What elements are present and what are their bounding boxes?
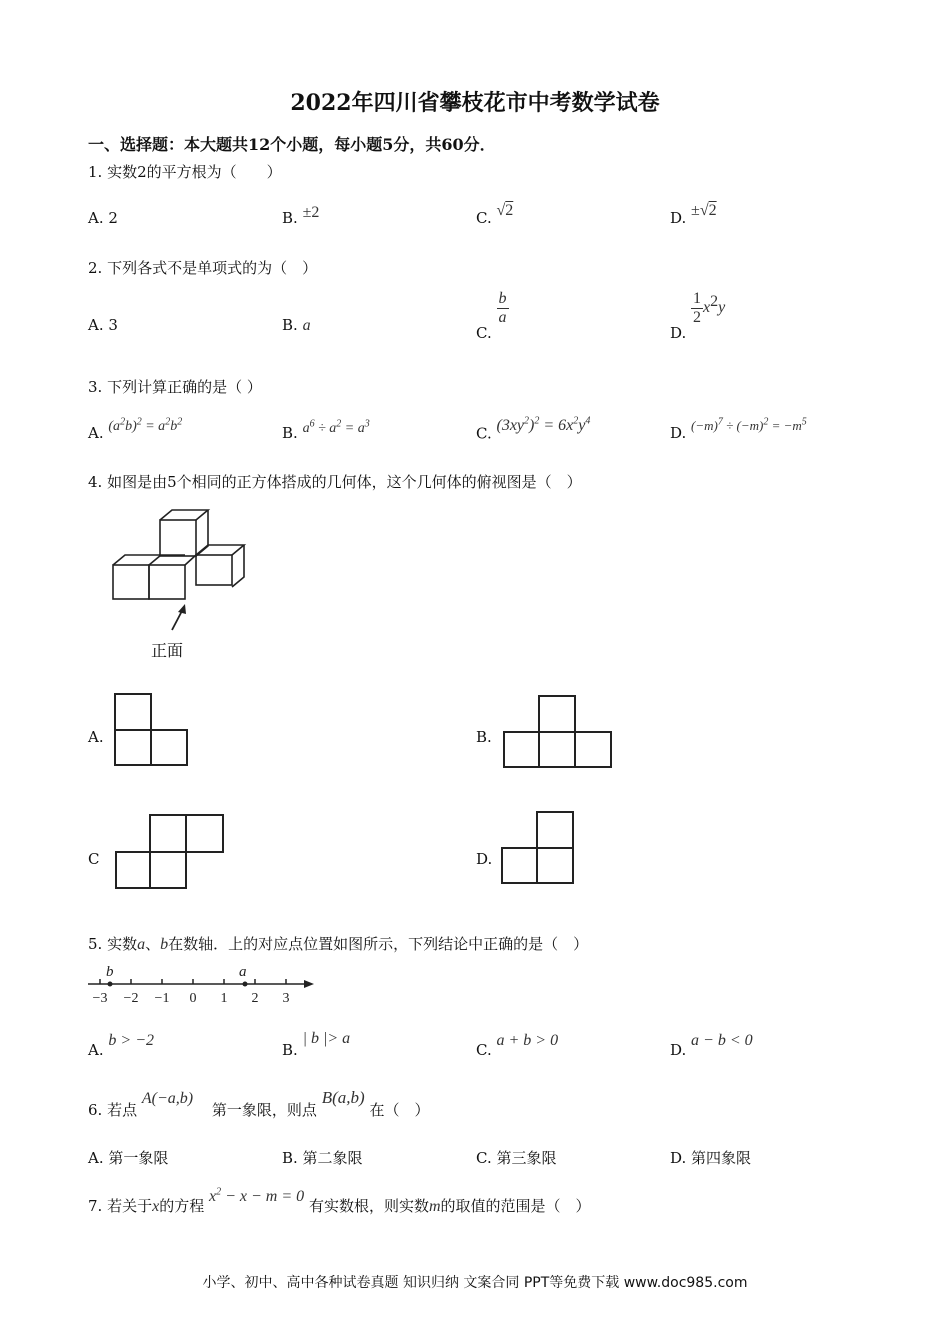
q6-option-d: D. 第四象限 — [670, 1149, 752, 1167]
q3-option-a: A. $(a^2b)^2 = a^2b^2$ — [88, 416, 183, 442]
q5-option-b: B. | b |> a — [282, 1030, 351, 1059]
q5-tick-label: 0 — [189, 991, 197, 1006]
q6-option-b: B. 第二象限 — [282, 1149, 363, 1167]
q5-tick-label: 1 — [220, 991, 228, 1006]
q1-option-d: D. ±√2 — [670, 202, 717, 227]
q7-stem: 7. 若关于x的方程 $x^2 - x - m = 0$ 有实数根，则实数m的取值的范围是（ ） — [88, 1186, 591, 1215]
q4-front-label: 正面 — [151, 641, 184, 660]
q5-tick-label: 2 — [251, 991, 259, 1006]
q5-stem: 5. 实数a、b在数轴．上的对应点位置如图所示，下列结论中正确的是（ ） — [88, 935, 589, 953]
q3-option-c: C. $(3xy^2)^2 = 6x^2y^4$ — [476, 416, 591, 443]
page-footer: 小学、初中、高中各种试卷真题 知识归纳 文案合同 PPT等免费下载 www.doc985.com — [202, 1275, 748, 1291]
q5-tick-label: −2 — [123, 991, 139, 1006]
q2-option-a: A. 3 — [88, 316, 118, 334]
q4-option-a-figure — [113, 692, 193, 772]
q5-number-line — [86, 962, 326, 1006]
q4-option-b-label: B. — [476, 728, 492, 746]
q4-option-d-label: D. — [476, 850, 493, 868]
q1-option-a: A. 2 — [88, 209, 118, 227]
q2-option-c: C. $\frac{b}{a}$ — [476, 290, 507, 343]
q1-stem: 1. 实数2的平方根为（ ） — [88, 163, 282, 181]
q5-tick-label: 3 — [282, 991, 290, 1006]
q2-option-b: B. a — [282, 316, 311, 334]
q1-option-b: B. ±2 — [282, 204, 320, 227]
q2-stem: 2. 下列各式不是单项式的为（ ） — [88, 259, 318, 277]
q5-tick-label: −1 — [154, 991, 170, 1006]
q2-option-d: D. $\frac{1}{2}$ $x^2y$ — [670, 290, 726, 343]
q4-option-c-label: C — [88, 850, 100, 868]
q5-option-c: C. a + b > 0 — [476, 1032, 559, 1059]
q4-option-c-figure — [114, 813, 229, 893]
q5-option-a: A. b > −2 — [88, 1032, 154, 1059]
q5-tick-label: −3 — [92, 991, 108, 1006]
q3-option-d: D. $(-m)^7 \div (-m)^2 = -m^5$ — [670, 416, 807, 442]
page-title: 2022年四川省攀枝花市中考数学试卷 — [290, 90, 660, 116]
q4-stem: 4. 如图是由5个相同的正方体搭成的几何体，这个几何体的俯视图是（ ） — [88, 473, 582, 491]
q3-option-b: B. $a^6 \div a^2 = a^3$ — [282, 418, 370, 442]
q6-stem: 6. 若点 A(−a,b) 第一象限，则点 B(a,b) 在（ ） — [88, 1088, 430, 1119]
q3-stem: 3. 下列计算正确的是（ ） — [88, 378, 262, 396]
q6-option-c: C. 第三象限 — [476, 1149, 557, 1167]
q4-option-b-figure — [502, 694, 617, 774]
q4-option-d-figure — [500, 810, 580, 890]
q5-point-b: b — [106, 964, 114, 980]
q6-option-a: A. 第一象限 — [88, 1149, 169, 1167]
q5-point-a: a — [239, 964, 247, 980]
q5-option-d: D. a − b < 0 — [670, 1032, 753, 1059]
q4-option-a-label: A. — [88, 728, 104, 746]
section-heading: 一、选择题：本大题共12个小题，每小题5分，共60分． — [88, 135, 496, 154]
q1-option-c: C. √2 — [476, 202, 514, 227]
